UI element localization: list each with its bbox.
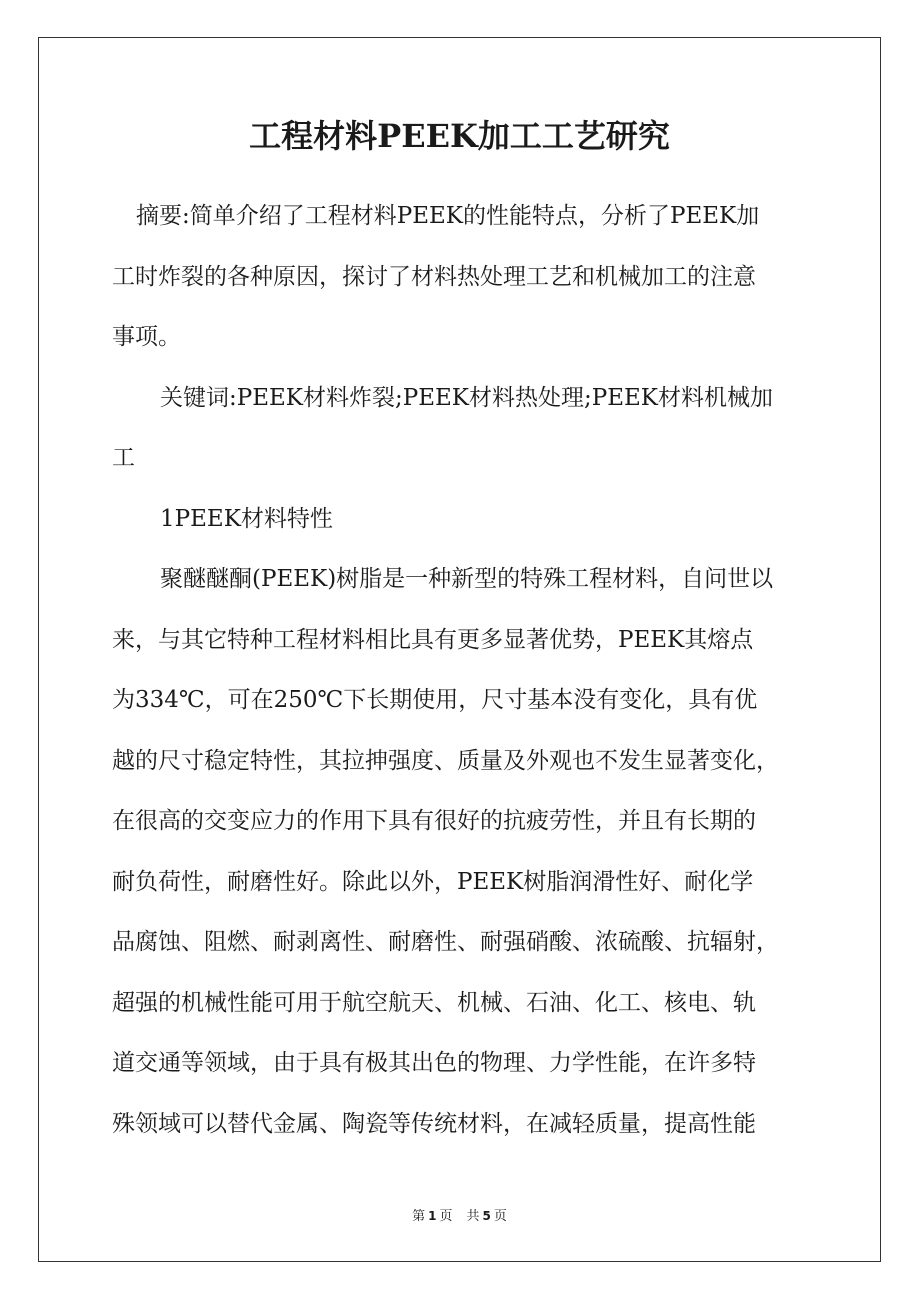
keywords-line-2: 工 [112, 445, 135, 471]
paragraph-line-5: 在很高的交变应力的作用下具有很好的抗疲劳性，并且有长期的 [112, 808, 756, 834]
paragraph-line-3: 为334℃，可在250℃下长期使用，尺寸基本没有变化，具有优 [112, 687, 758, 713]
total-pages: 共 5 页 [466, 1209, 507, 1224]
paragraph-line-1: 聚醚醚酮(PEEK)树脂是一种新型的特殊工程材料，自问世以 [160, 566, 774, 592]
section-heading: 1PEEK材料特性 [160, 505, 333, 532]
paragraph-line-9: 道交通等领域，由于具有极其出色的物理、力学性能，在许多特 [112, 1050, 756, 1076]
abstract-line-2: 工时炸裂的各种原因，探讨了材料热处理工艺和机械加工的注意 [112, 263, 756, 290]
paragraph-line-4: 越的尺寸稳定特性，其拉抻强度、质量及外观也不发生显著变化， [112, 747, 779, 774]
keywords-line-1: 关键词:PEEK材料炸裂;PEEK材料热处理;PEEK材料机械加 [160, 384, 773, 411]
document-title: 工程材料PEEK加工工艺研究 [249, 117, 670, 155]
page-number: 第 1 页 [412, 1209, 453, 1224]
paragraph-line-10: 殊领域可以替代金属、陶瓷等传统材料，在减轻质量，提高性能 [112, 1110, 756, 1137]
document-body [112, 186, 822, 1154]
paragraph-line-7: 品腐蚀、阻燃、耐剥离性、耐磨性、耐强硝酸、浓硫酸、抗辐射， [112, 929, 779, 955]
current-page-number: 1 [428, 1209, 437, 1223]
page-footer [38, 1206, 881, 1227]
paragraph-line-8: 超强的机械性能可用于航空航天、机械、石油、化工、核电、轨 [112, 989, 756, 1016]
abstract-line-1: 摘要:简单介绍了工程材料PEEK的性能特点，分析了PEEK加 [136, 203, 760, 229]
paragraph-line-2: 来，与其它特种工程材料相比具有更多显著优势，PEEK其熔点 [112, 626, 754, 653]
paragraph-line-6: 耐负荷性，耐磨性好。除此以外，PEEK树脂润滑性好、耐化学 [112, 868, 754, 895]
total-page-number: 5 [482, 1209, 491, 1223]
abstract-line-3: 事项。 [112, 324, 181, 350]
